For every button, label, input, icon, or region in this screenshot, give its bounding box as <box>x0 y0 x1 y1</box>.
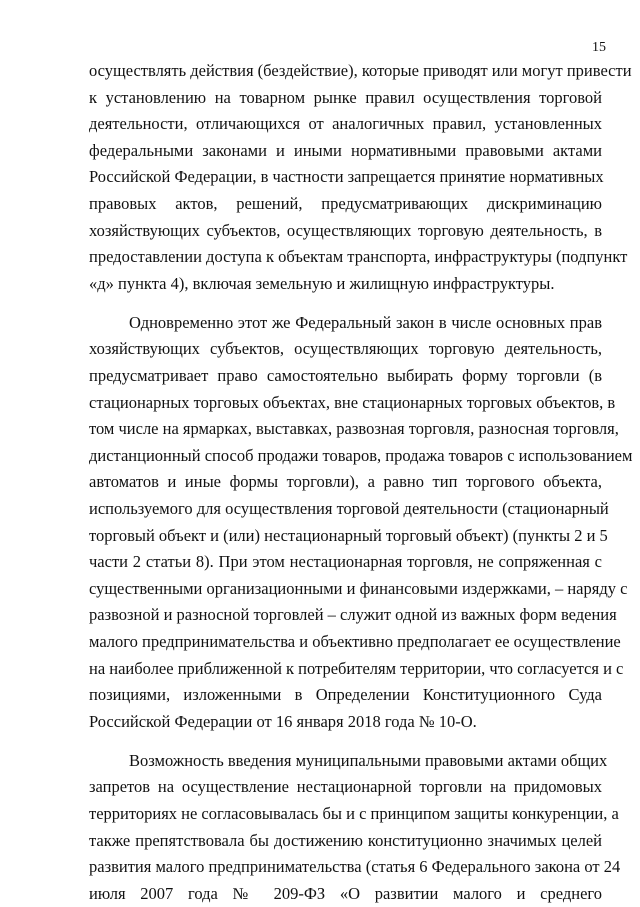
text-line: деятельности, отличающихся от аналогичных правил, установленных <box>89 114 602 134</box>
paragraph-1 <box>89 58 632 297</box>
text-line: запретов на осуществление нестационарной торговли на придомовых <box>89 777 602 797</box>
text-line: «д» пункта 4), включая земельную и жилищную инфраструктуры. <box>89 273 555 293</box>
text-line: федеральными законами и иными нормативными правовыми актами <box>89 140 602 160</box>
paragraph-3 <box>89 748 621 907</box>
text-line: правовых актов, решений, предусматривающих дискриминацию <box>89 193 602 213</box>
text-line: позициями, изложенными в Определении Конституционного Суда <box>89 685 602 705</box>
text-line: предоставлении доступа к объектам транспорта, инфраструктуры (подпункт <box>89 247 628 267</box>
text-line: хозяйствующих субъектов, осуществляющих торговую деятельность, <box>89 339 602 359</box>
text-line: стационарных торговых объектах, вне стационарных торговых объектов, в <box>89 392 616 412</box>
text-line: июля 2007 года № 209-ФЗ «О развитии малого и среднего <box>89 883 602 903</box>
text-line: части 2 статьи 8). При этом нестационарная торговля, не сопряженная с <box>89 552 602 572</box>
text-line: используемого для осуществления торговой деятельности (стационарный <box>89 499 609 518</box>
text-line: Возможность введения муниципальными правовыми актами общих <box>129 750 608 770</box>
text-line: существенными организационными и финансовыми издержками, – наряду с <box>89 578 628 598</box>
text-line: территориях не согласовывалась бы и с принципом защиты конкуренции, а <box>89 804 619 824</box>
text-line: автоматов и иные формы торговли), а равно тип торгового объекта, <box>89 472 602 492</box>
text-line: малого предпринимательства и объективно предполагает ее осуществление <box>89 631 621 651</box>
text-line: развития малого предпринимательства (статья 6 Федерального закона от 24 <box>89 857 621 877</box>
text-line: осуществлять действия (бездействие), которые приводят или могут привести <box>89 61 632 80</box>
document-body <box>89 58 633 907</box>
text-line: к установлению на товарном рынке правил осуществления торговой <box>89 87 602 107</box>
text-line: том числе на ярмарках, выставках, развозная торговля, разносная торговля, <box>89 419 619 439</box>
text-line: на наиболее приближенной к потребителям территории, что согласуется и с <box>89 658 624 678</box>
page-number: 15 <box>592 40 606 55</box>
text-line: Российской Федерации от 16 января 2018 года № 10-О. <box>89 711 477 731</box>
text-line: торговый объект и (или) нестационарный торговый объект) (пункты 2 и 5 <box>89 525 608 545</box>
text-line: дистанционный способ продажи товаров, продажа товаров с использованием <box>89 445 633 465</box>
paragraph-2 <box>89 310 633 736</box>
text-line: хозяйствующих субъектов, осуществляющих торговую деятельность, в <box>89 220 602 240</box>
text-line: развозной и разносной торговлей – служит одной из важных форм ведения <box>89 605 617 625</box>
text-line: также препятствовала бы достижению конституционно значимых целей <box>89 830 602 850</box>
text-line: Одновременно этот же Федеральный закон в числе основных прав <box>129 312 602 332</box>
text-line: Российской Федерации, в частности запрещается принятие нормативных <box>89 167 604 187</box>
text-line: предусматривает право самостоятельно выбирать форму торговли (в <box>89 366 602 386</box>
